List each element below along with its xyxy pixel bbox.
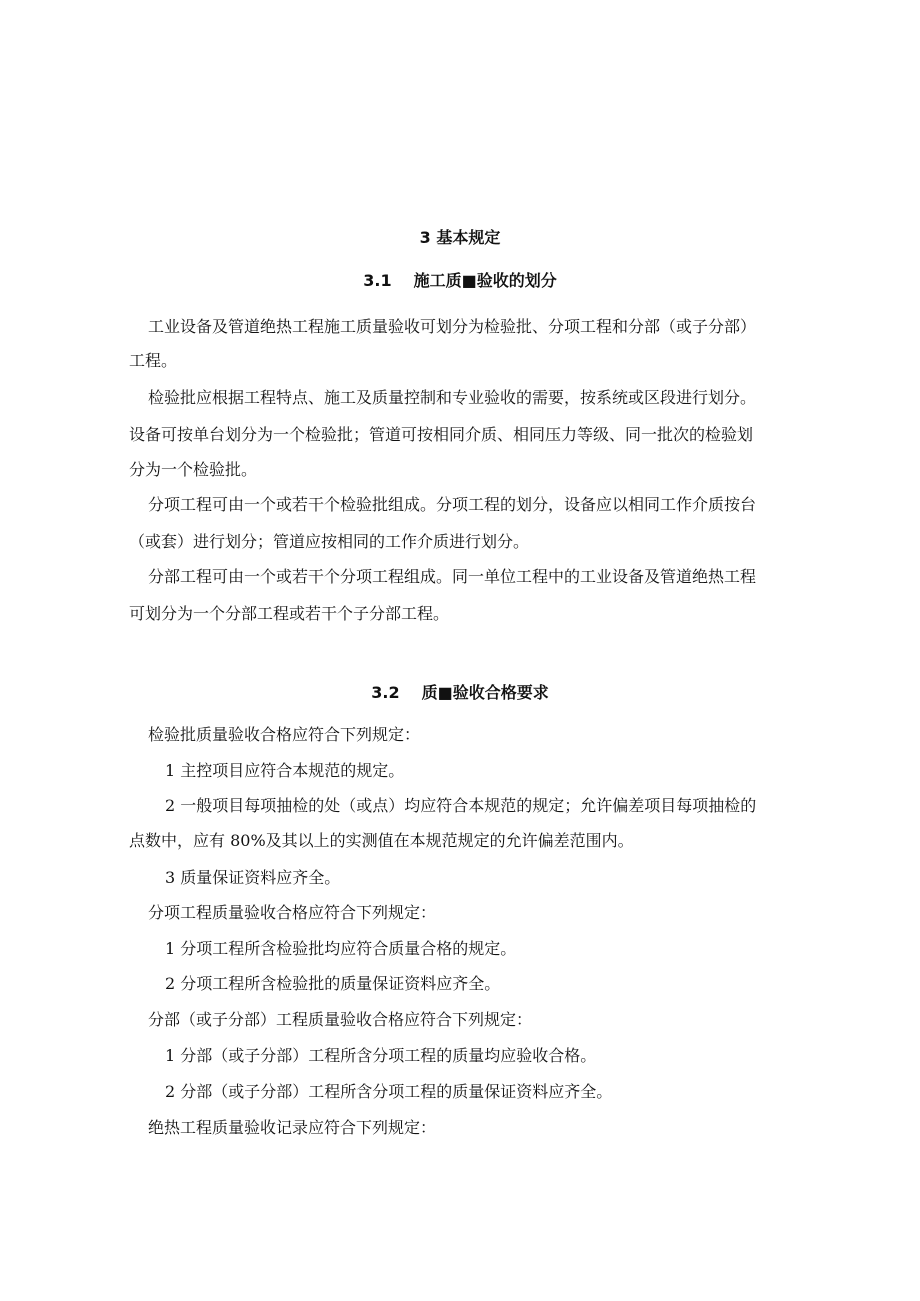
paragraph-line: 分部（或子分部）工程质量验收合格应符合下列规定： [148, 1010, 533, 1029]
paragraph-line: 设备可按单台划分为一个检验批；管道可按相同介质、相同压力等级、同一批次的检验划 [129, 425, 754, 444]
paragraph-line: 分部工程可由一个或若干个分项工程组成。同一单位工程中的工业设备及管道绝热工程 [148, 567, 757, 586]
paragraph-line: 可划分为一个分部工程或若干个子分部工程。 [129, 604, 450, 623]
list-item: 3 质量保证资料应齐全。 [165, 868, 341, 887]
paragraph-line: 分为一个检验批。 [129, 460, 258, 479]
list-item: 2 分项工程所含检验批的质量保证资料应齐全。 [165, 974, 501, 993]
list-item: 2 一般项目每项抽检的处（或点）均应符合本规范的规定；允许偏差项目每项抽检的 [165, 796, 757, 815]
list-item: 2 分部（或子分部）工程所含分项工程的质量保证资料应齐全。 [165, 1082, 613, 1101]
chapter-title: 3 基本规定 [419, 228, 501, 247]
paragraph-line: 工程。 [129, 351, 178, 370]
list-item: 1 主控项目应符合本规范的规定。 [165, 761, 405, 780]
paragraph-line: 点数中，应有 80%及其以上的实测值在本规范规定的允许偏差范围内。 [129, 831, 634, 850]
paragraph-line: （或套）进行划分；管道应按相同的工作介质进行划分。 [129, 532, 530, 551]
section-heading-3-2 [0, 682, 920, 704]
list-item: 1 分项工程所含检验批均应符合质量合格的规定。 [165, 939, 517, 958]
section-title: 施工质■验收的划分 [413, 271, 557, 290]
paragraph-line: 检验批质量验收合格应符合下列规定： [148, 725, 421, 744]
paragraph-line: 绝热工程质量验收记录应符合下列规定： [148, 1118, 437, 1137]
section-number: 3.2 [371, 683, 400, 702]
paragraph-line: 检验批应根据工程特点、施工及质量控制和专业验收的需要，按系统或区段进行划分。 [148, 388, 757, 407]
paragraph-line: 分项工程可由一个或若干个检验批组成。分项工程的划分，设备应以相同工作介质按台 [148, 495, 757, 514]
paragraph-line: 工业设备及管道绝热工程施工质量验收可划分为检验批、分项工程和分部（或子分部） [148, 317, 757, 336]
section-number: 3.1 [363, 271, 392, 290]
section-title: 质■验收合格要求 [421, 683, 549, 702]
paragraph-line: 分项工程质量验收合格应符合下列规定： [148, 903, 437, 922]
list-item: 1 分部（或子分部）工程所含分项工程的质量均应验收合格。 [165, 1046, 597, 1065]
section-heading-3-1 [0, 270, 920, 292]
